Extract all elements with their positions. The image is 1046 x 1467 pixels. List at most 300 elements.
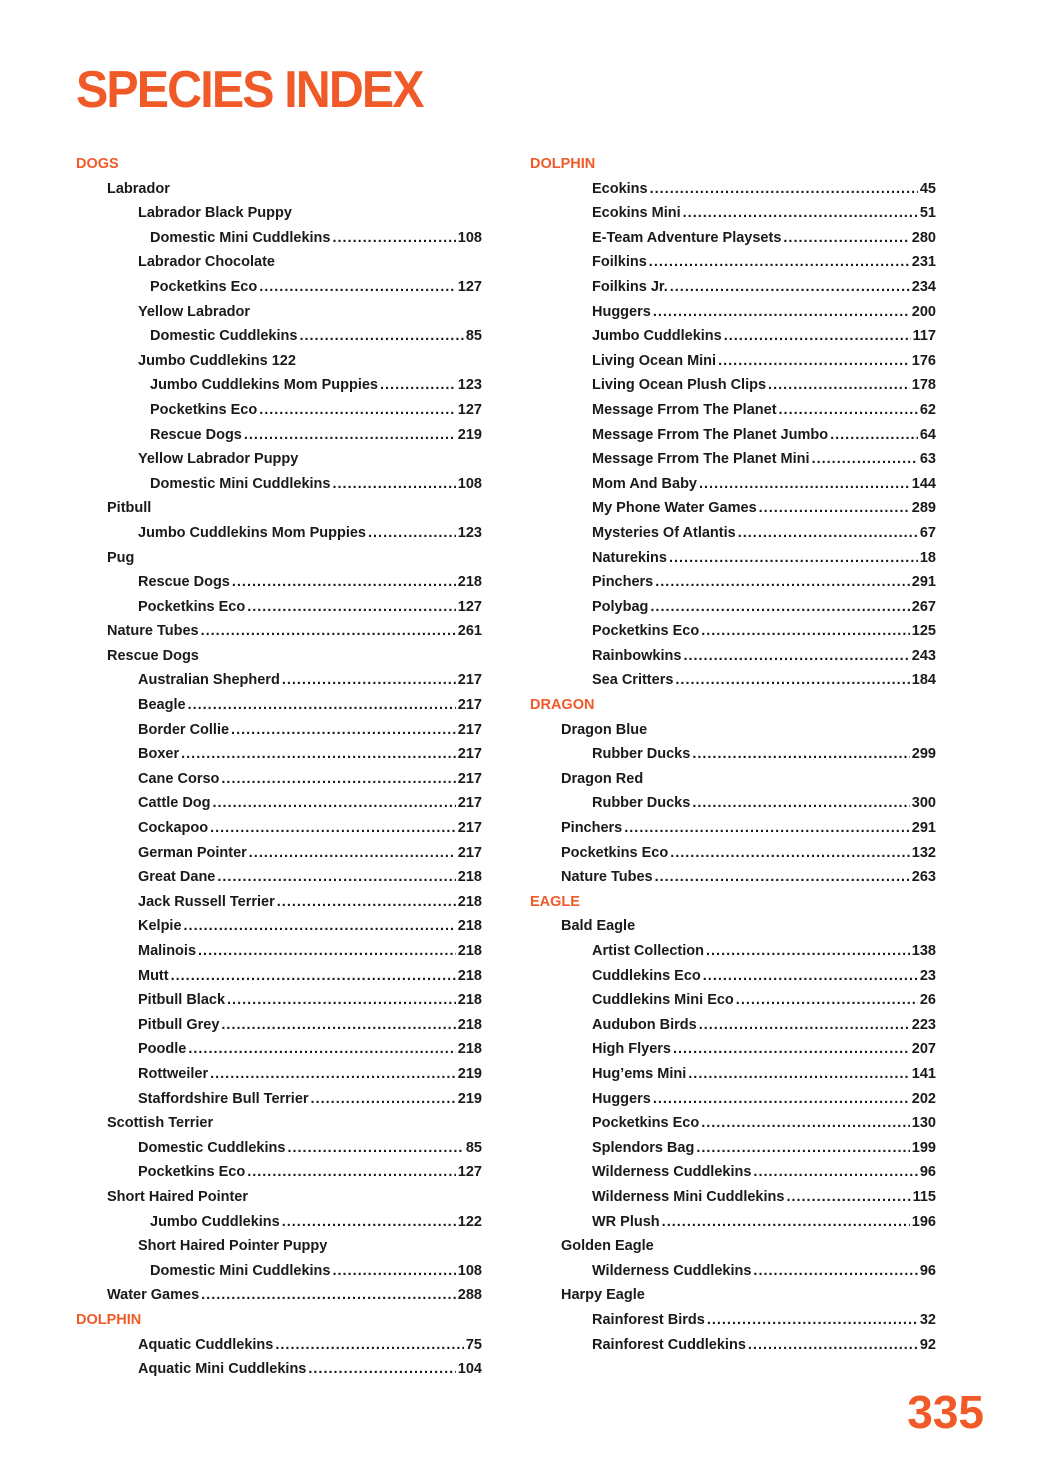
index-entry-label: German Pointer (138, 844, 247, 861)
dot-leader (650, 177, 918, 202)
index-entry-label: Staffordshire Bull Terrier (138, 1090, 309, 1107)
index-entry-page: 138 (911, 943, 936, 959)
index-entry-label: Domestic Mini Cuddlekins (150, 229, 331, 246)
dot-leader (701, 1111, 910, 1136)
index-entry (76, 275, 482, 300)
index-entry (76, 816, 482, 841)
dot-leader (181, 742, 456, 767)
dot-leader (830, 423, 918, 448)
index-entry-label: Message Frrom The Planet Jumbo (592, 426, 829, 443)
index-entry-label: Labrador (107, 180, 170, 197)
dot-leader (332, 226, 455, 251)
index-entry-page: 207 (911, 1041, 936, 1058)
section-heading (530, 890, 936, 915)
index-entry-page: 288 (457, 1287, 482, 1304)
index-entry (530, 939, 936, 964)
index-entry-page: 32 (919, 1311, 936, 1328)
section-heading-label: DRAGON (530, 697, 595, 714)
index-entry-page: 108 (457, 229, 482, 246)
section-heading-label: DOLPHIN (76, 1311, 142, 1328)
dot-leader (703, 964, 918, 989)
index-entry-label: Naturekins (592, 549, 667, 566)
dot-leader (332, 1259, 455, 1284)
index-entry (76, 472, 482, 497)
dot-leader (650, 595, 909, 620)
index-entry-page: 217 (457, 672, 482, 689)
index-entry-page: 104 (457, 1361, 482, 1378)
index-entry (76, 201, 482, 226)
dot-leader (210, 1062, 456, 1087)
index-entry (76, 250, 482, 275)
index-entry-page: 218 (457, 992, 482, 1009)
dot-leader (624, 816, 910, 841)
index-entry-label: Harpy Eagle (561, 1287, 645, 1304)
index-entry (76, 644, 482, 669)
index-entry-page: 184 (911, 672, 936, 689)
index-entry (76, 1283, 482, 1308)
dot-leader (259, 398, 456, 423)
index-entry-page: 64 (919, 426, 936, 443)
index-entry-page: 202 (911, 1090, 936, 1107)
index-entry (530, 1013, 936, 1038)
index-entry (76, 1087, 482, 1112)
index-entry (76, 718, 482, 743)
index-entry (530, 300, 936, 325)
dot-leader (655, 570, 910, 595)
dot-leader (701, 619, 910, 644)
dot-leader (368, 521, 456, 546)
index-entry-page: 127 (457, 401, 482, 418)
index-entry-label: Living Ocean Mini (592, 352, 717, 369)
index-entry-label: Pug (107, 549, 135, 566)
index-entry (530, 1062, 936, 1087)
index-entry-label: WR Plush (592, 1213, 660, 1230)
dot-leader (673, 1037, 910, 1062)
index-entry-label: Golden Eagle (561, 1238, 654, 1255)
index-entry-label: Boxer (138, 746, 180, 763)
index-entry-label: Huggers (592, 1090, 651, 1107)
index-entry-label: Yellow Labrador (138, 303, 250, 320)
index-entry (76, 1234, 482, 1259)
index-entry-label: Domestic Mini Cuddlekins (150, 1262, 331, 1279)
index-entry (76, 791, 482, 816)
dot-leader (232, 570, 456, 595)
index-entry-label: Pocketkins Eco (138, 1164, 246, 1181)
index-entry (76, 521, 482, 546)
index-entry-page: 51 (919, 205, 936, 222)
index-entry (530, 767, 936, 792)
dot-leader (380, 373, 456, 398)
index-entry-page: 125 (911, 623, 936, 640)
index-entry (76, 865, 482, 890)
index-entry-page: 62 (919, 401, 936, 418)
index-entry-label: High Flyers (592, 1041, 671, 1058)
dot-leader (299, 324, 463, 349)
index-entry (530, 816, 936, 841)
dot-leader (221, 767, 455, 792)
index-entry-page: 217 (457, 697, 482, 714)
index-entry-page: 132 (911, 844, 936, 861)
index-entry (530, 398, 936, 423)
index-entry-label: Jumbo Cuddlekins Mom Puppies (150, 377, 378, 394)
index-entry (530, 570, 936, 595)
index-entry (76, 300, 482, 325)
index-entry (76, 767, 482, 792)
index-entry-label: Polybag (592, 598, 649, 615)
index-entry-label: Rainforest Cuddlekins (592, 1336, 746, 1353)
dot-leader (231, 718, 456, 743)
index-entry-label: Great Dane (138, 869, 216, 886)
index-entry-label: Message Frrom The Planet (592, 401, 777, 418)
index-entry-page: 96 (919, 1262, 936, 1279)
index-entry (530, 619, 936, 644)
index-entry-page: 115 (912, 1188, 936, 1205)
dot-leader (669, 546, 918, 571)
index-entry (76, 693, 482, 718)
index-entry-label: E-Team Adventure Playsets (592, 229, 782, 246)
index-entry-page: 218 (457, 574, 482, 591)
dot-leader (244, 423, 456, 448)
index-entry-label: Pocketkins Eco (138, 598, 246, 615)
index-entry-page: 127 (457, 278, 482, 295)
index-entry-label: Labrador Chocolate (138, 254, 275, 271)
index-entry-label: Pitbull (107, 500, 152, 517)
index-entry-page: 108 (457, 1262, 482, 1279)
index-entry (76, 1357, 482, 1382)
index-entry-label: Pocketkins Eco (561, 844, 669, 861)
section-heading-label: EAGLE (530, 893, 580, 910)
index-entry-page: 67 (919, 524, 936, 541)
index-entry-label: Rainforest Birds (592, 1311, 705, 1328)
index-entry (76, 988, 482, 1013)
index-entry-label: Wilderness Cuddlekins (592, 1262, 752, 1279)
index-entry (530, 791, 936, 816)
index-entry-label: Bald Eagle (561, 918, 636, 935)
dot-leader (699, 472, 910, 497)
dot-leader (201, 1283, 456, 1308)
index-entry-page: 219 (457, 1065, 482, 1082)
index-entry-page: 218 (457, 967, 482, 984)
dot-leader (311, 1087, 456, 1112)
index-entry-label: Hug’ems Mini (592, 1065, 687, 1082)
index-entry (530, 914, 936, 939)
index-entry-label: Mutt (138, 967, 169, 984)
dot-leader (683, 201, 918, 226)
index-entry-label: Nature Tubes (561, 869, 653, 886)
index-entry (76, 1037, 482, 1062)
index-entry-label: Malinois (138, 943, 197, 959)
index-entry-label: Jack Russell Terrier (138, 893, 275, 910)
index-entry-label: Dragon Red (561, 770, 644, 787)
index-entry-page: 217 (457, 820, 482, 837)
index-entry (76, 1185, 482, 1210)
index-entry (530, 742, 936, 767)
index-entry (530, 521, 936, 546)
index-entry-label: Beagle (138, 697, 186, 714)
dot-leader (221, 1013, 455, 1038)
index-entry-page: 217 (457, 746, 482, 763)
dot-leader (759, 496, 910, 521)
index-entry (530, 841, 936, 866)
dot-leader (282, 1210, 456, 1235)
index-entry-page: 127 (457, 1164, 482, 1181)
index-entry-page: 200 (911, 303, 936, 320)
index-column-left (76, 152, 482, 1382)
index-entry-page: 217 (457, 770, 482, 787)
index-entry-label: Rainbowkins (592, 647, 682, 664)
section-heading (76, 1308, 482, 1333)
index-entry-label: Artist Collection (592, 943, 704, 959)
index-entry-label: Cuddlekins Eco (592, 967, 701, 984)
index-entry-page: 299 (911, 746, 936, 763)
dot-leader (718, 349, 910, 374)
index-entry-page: 219 (457, 1090, 482, 1107)
index-entry (76, 496, 482, 521)
index-entry-label: Yellow Labrador Puppy (138, 451, 299, 468)
dot-leader (753, 1259, 917, 1284)
dot-leader (653, 1087, 910, 1112)
index-entry-label: My Phone Water Games (592, 500, 757, 517)
index-entry-label: Mysteries Of Atlantis (592, 524, 736, 541)
dot-leader (259, 275, 456, 300)
index-entry-page: 219 (457, 426, 482, 443)
index-entry-page: 263 (911, 869, 936, 886)
index-entry (530, 546, 936, 571)
index-entry (530, 1333, 936, 1358)
index-entry-label: Huggers (592, 303, 651, 320)
index-entry (76, 619, 482, 644)
index-entry-page: 18 (919, 549, 936, 566)
index-entry-label: Aquatic Cuddlekins (138, 1336, 274, 1353)
index-entry-page: 63 (919, 451, 936, 468)
index-entry-page: 196 (911, 1213, 936, 1230)
dot-leader (779, 398, 918, 423)
index-entry-page: 217 (457, 795, 482, 812)
index-entry (530, 349, 936, 374)
index-entry-label: Rubber Ducks (592, 795, 691, 812)
index-entry (530, 595, 936, 620)
index-entry-page: 75 (465, 1336, 482, 1353)
dot-leader (692, 742, 909, 767)
index-entry-page: 243 (911, 647, 936, 664)
index-entry-label: Ecokins (592, 180, 648, 197)
dot-leader (188, 1037, 455, 1062)
index-entry (76, 1259, 482, 1284)
index-entry-page: 289 (911, 500, 936, 517)
index-entry (530, 226, 936, 251)
dot-leader (696, 1136, 909, 1161)
index-entry-label: Poodle (138, 1041, 187, 1058)
index-entry (76, 570, 482, 595)
index-entry-page: 223 (911, 1016, 936, 1033)
dot-leader (692, 791, 909, 816)
index-entry-page: 234 (911, 278, 936, 295)
index-entry (76, 914, 482, 939)
index-entry (76, 964, 482, 989)
dot-leader (736, 988, 918, 1013)
index-entry-label: Sea Critters (592, 672, 674, 689)
index-entry (530, 718, 936, 743)
index-entry (76, 668, 482, 693)
index-entry (76, 1333, 482, 1358)
index-entry (76, 1062, 482, 1087)
index-entry-label: Jumbo Cuddlekins (150, 1213, 280, 1230)
index-entry-label: Message Frrom The Planet Mini (592, 451, 810, 468)
index-entry (530, 373, 936, 398)
dot-leader (308, 1357, 455, 1382)
dot-leader (724, 324, 911, 349)
index-entry-page: 218 (457, 918, 482, 935)
index-entry (530, 275, 936, 300)
index-entry-label: Short Haired Pointer Puppy (138, 1238, 328, 1255)
index-entry-label: Water Games (107, 1287, 200, 1304)
index-entry (530, 668, 936, 693)
index-entry (530, 1037, 936, 1062)
index-entry (530, 1234, 936, 1259)
index-entry-label: Cockapoo (138, 820, 209, 837)
index-entry-label: Pinchers (592, 574, 654, 591)
index-entry (76, 546, 482, 571)
index-entry-label: Dragon Blue (561, 721, 648, 738)
index-entry-page: 291 (911, 820, 936, 837)
index-entry-label: Jumbo Cuddlekins (592, 328, 722, 345)
section-heading-label: DOLPHIN (530, 156, 596, 172)
index-entry-label: Pitbull Black (138, 992, 226, 1009)
page-title: SPECIES INDEX (76, 61, 423, 119)
dot-leader (662, 1210, 910, 1235)
index-entry (530, 644, 936, 669)
index-entry-page: 85 (465, 328, 482, 345)
index-entry (530, 1160, 936, 1185)
index-column-right (530, 152, 936, 1357)
dot-leader (738, 521, 918, 546)
index-entry-page: 280 (911, 229, 936, 246)
dot-leader (670, 275, 910, 300)
index-entry-label: Kelpie (138, 918, 182, 935)
dot-leader (247, 1160, 456, 1185)
index-entry (76, 890, 482, 915)
dot-leader (653, 300, 910, 325)
dot-leader (688, 1062, 910, 1087)
index-entry-page: 117 (912, 328, 936, 345)
index-entry (530, 496, 936, 521)
index-entry (76, 1136, 482, 1161)
dot-leader (768, 373, 910, 398)
index-entry-page: 217 (457, 844, 482, 861)
index-entry (76, 373, 482, 398)
dot-leader (786, 1185, 910, 1210)
dot-leader (706, 939, 910, 964)
index-entry-page: 130 (911, 1115, 936, 1132)
index-entry (530, 1210, 936, 1235)
index-entry-label: Ecokins Mini (592, 205, 681, 222)
dot-leader (748, 1333, 918, 1358)
index-entry-page: 122 (457, 1213, 482, 1230)
index-entry (530, 1283, 936, 1308)
index-entry-label: Border Collie (138, 721, 230, 738)
index-entry-label: Rescue Dogs (150, 426, 242, 443)
index-entry-page: 300 (911, 795, 936, 812)
dot-leader (201, 619, 456, 644)
index-entry (76, 177, 482, 202)
index-entry-label: Rottweiler (138, 1065, 209, 1082)
index-entry-page: 108 (457, 475, 482, 492)
index-entry (530, 423, 936, 448)
index-entry (530, 1111, 936, 1136)
index-entry-label: Foilkins (592, 254, 647, 271)
index-entry-label: Pinchers (561, 820, 623, 837)
index-entry-page: 199 (911, 1139, 936, 1156)
index-entry-label: Aquatic Mini Cuddlekins (138, 1361, 307, 1378)
index-entry (76, 742, 482, 767)
dot-leader (683, 644, 909, 669)
index-entry-page: 218 (457, 1041, 482, 1058)
dot-leader (783, 226, 909, 251)
index-entry (530, 1087, 936, 1112)
index-entry-label: Wilderness Mini Cuddlekins (592, 1188, 785, 1205)
dot-leader (332, 472, 455, 497)
index-entry (76, 226, 482, 251)
index-entry-page: 178 (911, 377, 936, 394)
dot-leader (655, 865, 910, 890)
index-entry-page: 26 (919, 992, 936, 1009)
index-entry-page: 218 (457, 893, 482, 910)
index-entry-label: Pocketkins Eco (150, 401, 258, 418)
index-entry-page: 261 (457, 623, 482, 640)
index-entry-label: Splendors Bag (592, 1139, 695, 1156)
dot-leader (812, 447, 918, 472)
dot-leader (670, 841, 910, 866)
section-heading (76, 152, 482, 177)
index-entry-page: 96 (919, 1164, 936, 1181)
index-entry (530, 447, 936, 472)
index-entry (76, 423, 482, 448)
dot-leader (277, 890, 456, 915)
index-entry-page: 92 (919, 1336, 936, 1353)
index-entry-label: Jumbo Cuddlekins 122 (138, 352, 296, 369)
dot-leader (282, 668, 456, 693)
dot-leader (675, 668, 909, 693)
index-entry-page: 217 (457, 721, 482, 738)
section-heading (530, 693, 936, 718)
index-entry (530, 1136, 936, 1161)
index-entry (530, 1259, 936, 1284)
index-entry-page: 231 (911, 254, 936, 271)
index-entry-label: Australian Shepherd (138, 672, 280, 689)
index-entry (530, 988, 936, 1013)
index-entry (530, 472, 936, 497)
section-heading (530, 152, 936, 177)
index-entry (530, 177, 936, 202)
dot-leader (198, 939, 456, 964)
index-entry (530, 964, 936, 989)
dot-leader (247, 595, 456, 620)
index-entry-page: 23 (919, 967, 936, 984)
index-entry-label: Jumbo Cuddlekins Mom Puppies (138, 524, 366, 541)
index-entry-label: Rescue Dogs (138, 574, 230, 591)
index-entry-page: 218 (457, 1016, 482, 1033)
index-entry (530, 250, 936, 275)
index-entry (76, 595, 482, 620)
section-heading-label: DOGS (76, 156, 119, 172)
index-entry-page: 141 (911, 1065, 936, 1082)
index-entry (530, 1308, 936, 1333)
index-entry-label: Pocketkins Eco (592, 1115, 700, 1132)
index-entry-page: 267 (911, 598, 936, 615)
index-entry-label: Labrador Black Puppy (138, 205, 292, 222)
index-entry-page: 291 (911, 574, 936, 591)
index-entry (76, 1160, 482, 1185)
